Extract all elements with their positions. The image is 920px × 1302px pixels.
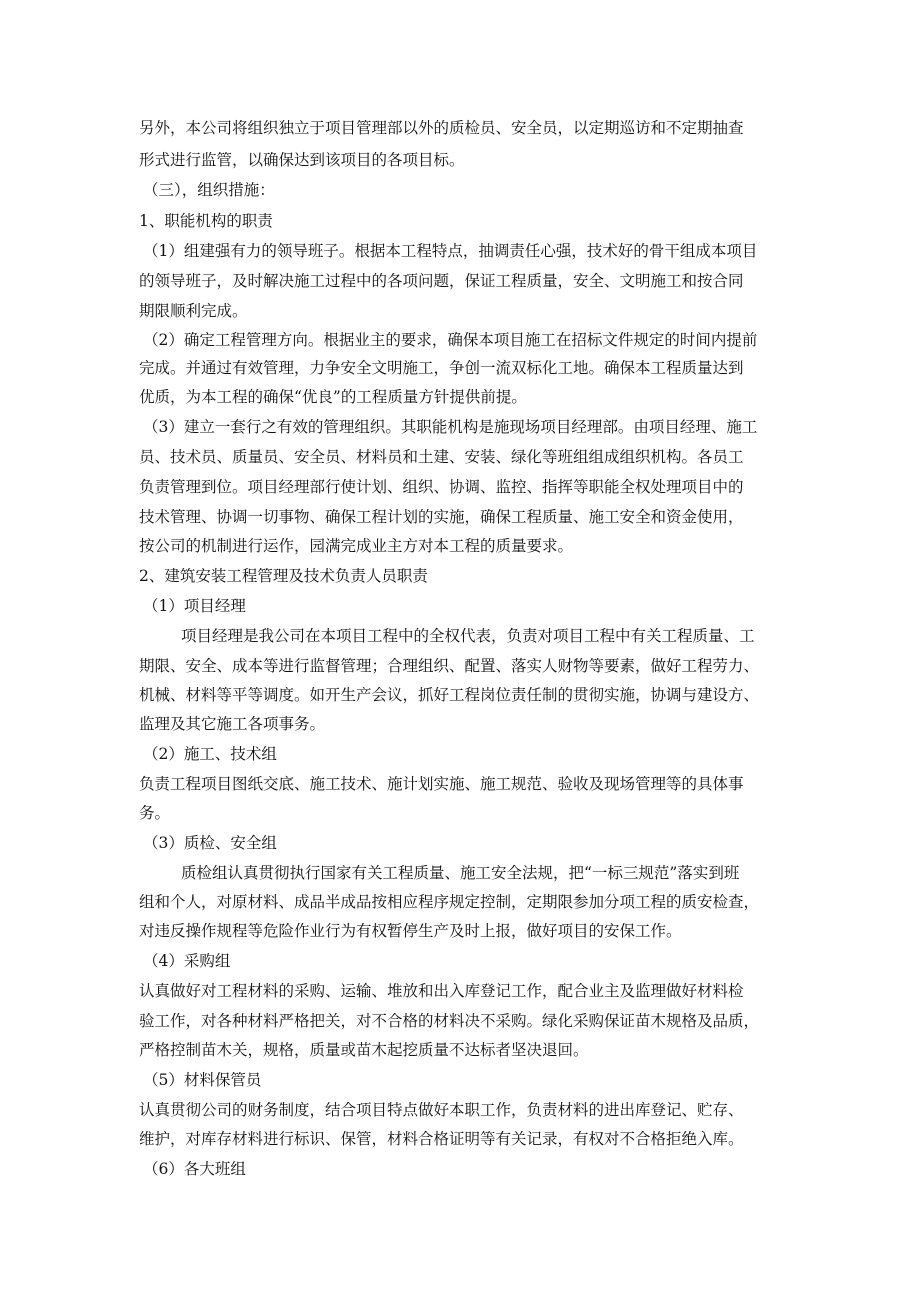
paragraph-line: （2）确定工程管理方向。根据业主的要求，确保本项目施工在招标文件规定的时间内提前 bbox=[143, 331, 758, 349]
subsection-heading: （3）质检、安全组 bbox=[143, 834, 277, 852]
paragraph-line: 组和个人，对原材料、成品半成品按相应程序规定控制，定期限参加分项工程的质安检查， bbox=[139, 893, 760, 911]
paragraph-line: 负责工程项目图纸交底、施工技术、施计划实施、施工规范、验收及现场管理等的具体事 bbox=[139, 775, 744, 793]
paragraph-line: 质检组认真贯彻执行国家有关工程质量、施工安全法规，把“一标三规范”落实到班 bbox=[181, 864, 740, 882]
paragraph-line: 认真贯彻公司的财务制度，结合项目特点做好本职工作，负责材料的进出库登记、贮存、 bbox=[139, 1101, 744, 1119]
paragraph-line: 技术管理、协调一切事物、确保工程计划的实施，确保工程质量、施工安全和资金使用， bbox=[139, 508, 744, 526]
paragraph-line: 另外，本公司将组织独立于项目管理部以外的质检员、安全员，以定期巡访和不定期抽查 bbox=[139, 119, 744, 137]
paragraph-line: 负责管理到位。项目经理部行使计划、组织、协调、监控、指挥等职能全权处理项目中的 bbox=[139, 478, 744, 496]
paragraph-line: 优质，为本工程的确保“优良”的工程质量方针提供前提。 bbox=[139, 388, 527, 406]
paragraph-line: 项目经理是我公司在本项目工程中的全权代表，负责对项目工程中有关工程质量、工 bbox=[181, 627, 755, 645]
subsection-heading: （2）施工、技术组 bbox=[143, 745, 277, 763]
paragraph-line: （1）组建强有力的领导班子。根据本工程特点，抽调责任心强，技术好的骨干组成本项目 bbox=[143, 242, 758, 260]
paragraph-line: 验工作，对各种材料严格把关，对不合格的材料决不采购。绿化采购保证苗木规格及品质， bbox=[139, 1012, 760, 1030]
subsection-heading: （4）采购组 bbox=[143, 952, 231, 970]
paragraph-line: 期限、安全、成本等进行监督管理；合理组织、配置、落实人财物等要素，做好工程劳力、 bbox=[139, 657, 760, 675]
subsection-heading: （1）项目经理 bbox=[143, 597, 246, 615]
paragraph-line: （3）建立一套行之有效的管理组织。其职能机构是施现场项目经理部。由项目经理、施工 bbox=[143, 418, 758, 436]
paragraph-line: 形式进行监管，以确保达到该项目的各项目标。 bbox=[139, 151, 465, 169]
paragraph-line: 严格控制苗木关，规格，质量或苗木起挖质量不达标者坚决退回。 bbox=[139, 1041, 589, 1059]
paragraph-line: 期限顺利完成。 bbox=[139, 302, 248, 320]
paragraph-line: 员、技术员、质量员、安全员、材料员和土建、安装、绿化等班组组成组织机构。各员工 bbox=[139, 448, 744, 466]
paragraph-line: 维护，对库存材料进行标识、保管，材料合格证明等有关记录，有权对不合格拒绝入库。 bbox=[139, 1130, 744, 1148]
section-heading: 1、职能机构的职责 bbox=[139, 212, 273, 230]
subsection-heading: （5）材料保管员 bbox=[143, 1071, 262, 1089]
paragraph-line: 对违反操作规程等危险作业行为有权暂停生产及时上报，做好项目的安保工作。 bbox=[139, 922, 682, 940]
paragraph-line: 完成。并通过有效管理，力争安全文明施工，争创一流双标化工地。确保本工程质量达到 bbox=[139, 359, 744, 377]
paragraph-line: 按公司的机制进行运作，园满完成业主方对本工程的质量要求。 bbox=[139, 537, 574, 555]
section-heading: （三），组织措施： bbox=[143, 181, 275, 199]
paragraph-line: 的领导班子，及时解决施工过程中的各项问题，保证工程质量，安全、文明施工和按合同 bbox=[139, 272, 744, 290]
paragraph-line: 机械、材料等平等调度。如开生产会议，抓好工程岗位责任制的贯彻实施，协调与建设方、 bbox=[139, 686, 760, 704]
section-heading: 2、建筑安装工程管理及技术负责人员职责 bbox=[139, 567, 428, 585]
paragraph-line: 认真做好对工程材料的采购、运输、堆放和出入库登记工作，配合业主及监理做好材料检 bbox=[139, 982, 744, 1000]
paragraph-line: 监理及其它施工各项事务。 bbox=[139, 715, 326, 733]
subsection-heading: （6）各大班组 bbox=[143, 1160, 246, 1178]
paragraph-line: 务。 bbox=[139, 804, 171, 822]
